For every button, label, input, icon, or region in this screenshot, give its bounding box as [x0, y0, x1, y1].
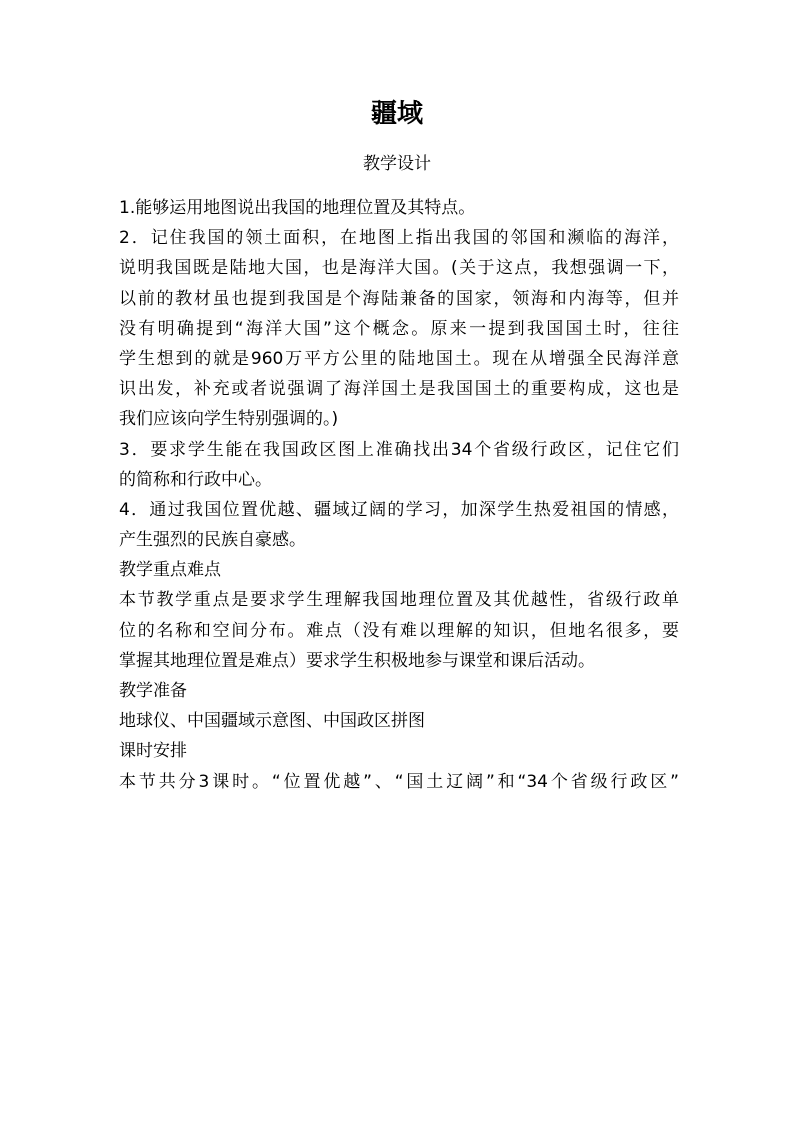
body-line: 的简称和行政中心。	[119, 469, 272, 490]
body-line: 教学准备	[119, 681, 187, 701]
body-line: 以前的教材虽也提到我国是个海陆兼备的国家，领海和内海等，但并	[119, 288, 679, 309]
body-line: 产生强烈的民族自豪感。	[119, 530, 306, 551]
body-line: 学生想到的就是960万平方公里的陆地国土。现在从增强全民海洋意	[119, 348, 679, 369]
body-line: 掌握其地理位置是难点）要求学生积极地参与课堂和课后活动。	[119, 650, 595, 671]
body-line: 识出发，补充或者说强调了海洋国土是我国国土的重要构成，这也是	[119, 379, 679, 400]
body-line: 1.能够运用地图说出我国的地理位置及其特点。	[119, 198, 476, 218]
body-line: 我们应该向学生特别强调的。)	[119, 409, 339, 430]
document-title: 疆域	[370, 99, 423, 129]
body-line: 没有明确提到“海洋大国”这个概念。原来一提到我国国土时，往往	[119, 318, 679, 339]
body-line: 本节共分3课时。“位置优越”、“国土辽阔”和“34个省级行政区”	[119, 771, 679, 792]
body-line: 2．记住我国的领土面积，在地图上指出我国的邻国和濒临的海洋，	[119, 228, 679, 249]
body-line: 3．要求学生能在我国政区图上准确找出34个省级行政区，记住它们	[119, 439, 679, 460]
body-line: 课时安排	[119, 741, 187, 762]
body-line: 教学重点难点	[119, 560, 221, 581]
body-line: 本节教学重点是要求学生理解我国地理位置及其优越性，省级行政单	[119, 590, 679, 611]
body-line: 位的名称和空间分布。难点（没有难以理解的知识，但地名很多，要	[119, 620, 679, 641]
body-line: 说明我国既是陆地大国，也是海洋大国。(关于这点，我想强调一下，	[119, 258, 679, 279]
body-line: 地球仪、中国疆域示意图、中国政区拼图	[119, 711, 425, 732]
document-body	[119, 193, 679, 797]
body-line: 4．通过我国位置优越、疆域辽阔的学习，加深学生热爱祖国的情感，	[119, 499, 679, 520]
document-subtitle: 教学设计	[363, 154, 431, 174]
